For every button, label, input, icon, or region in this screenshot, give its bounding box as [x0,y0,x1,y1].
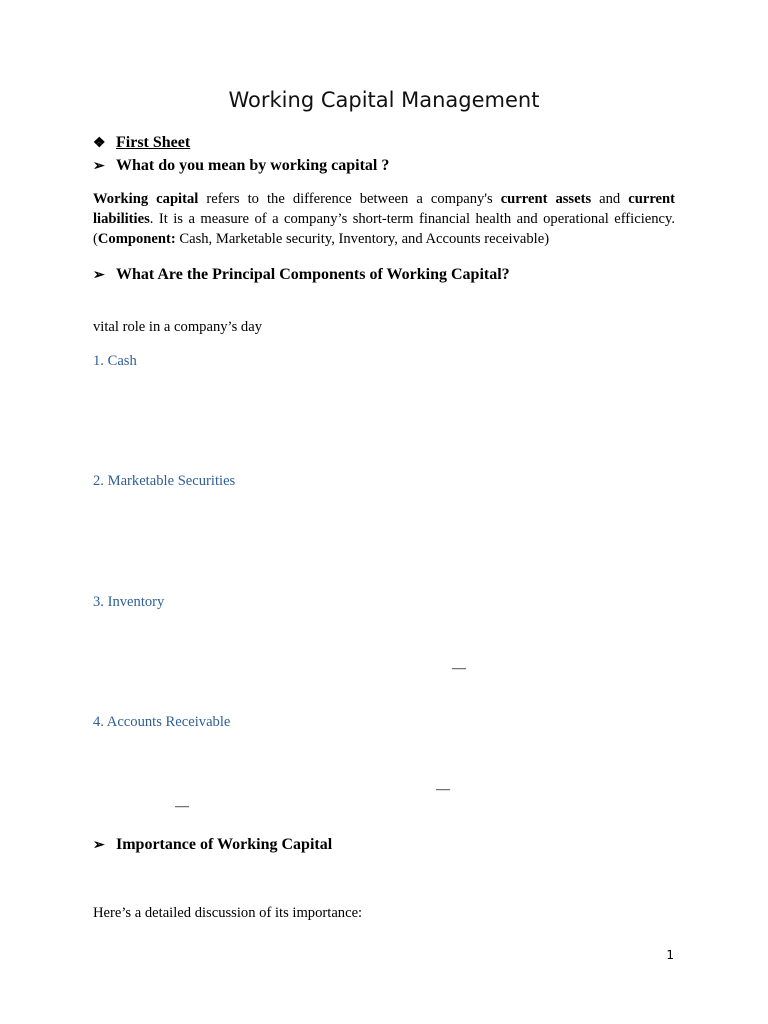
question-heading-3 [93,836,332,854]
term-component: Component: [97,231,176,247]
first-sheet-label: First Sheet [116,134,191,151]
para-text-4: Cash, Marketable security, Inventory, and Accounts receivable) [175,231,550,247]
page-number: 1 [666,948,674,962]
question-text-1: What do you mean by working capital ? [116,157,390,174]
first-sheet-heading [93,134,190,152]
dash-mark: — [436,782,450,797]
term-current-liabilities: current liabilities [93,191,675,227]
para-text-3: . It is a measure of a company’s short-term financial health and operational efficiency.( [93,211,675,247]
component-heading-accounts-receivable: 4. Accounts Receivable [93,714,231,730]
dash-mark: — [452,661,466,676]
arrow-bullet-icon: ➢ [93,158,105,174]
dash-mark: — [175,799,189,814]
component-heading-cash: 1. Cash [93,353,137,369]
arrow-bullet-icon: ➢ [93,837,105,853]
component-heading-inventory: 3. Inventory [93,594,165,610]
importance-intro: Here’s a detailed discussion of its importance: [93,905,363,921]
definition-paragraph [93,189,675,249]
para-text-1: refers to the difference between a company's [198,191,501,207]
term-current-assets: current assets [500,191,592,207]
component-heading-marketable-securities: 2. Marketable Securities [93,473,236,489]
term-working-capital: Working capital [93,191,199,207]
document-title: Working Capital Management [228,88,540,112]
intro-line: vital role in a company’s day [93,319,262,335]
para-text-2: and [591,191,629,207]
question-text-3: Importance of Working Capital [116,836,333,853]
question-heading-1 [93,157,389,175]
arrow-bullet-icon: ➢ [93,267,105,283]
question-heading-2 [93,266,510,284]
question-text-2: What Are the Principal Components of Working Capital? [116,266,510,283]
diamond-bullet-icon: ❖ [93,135,106,151]
